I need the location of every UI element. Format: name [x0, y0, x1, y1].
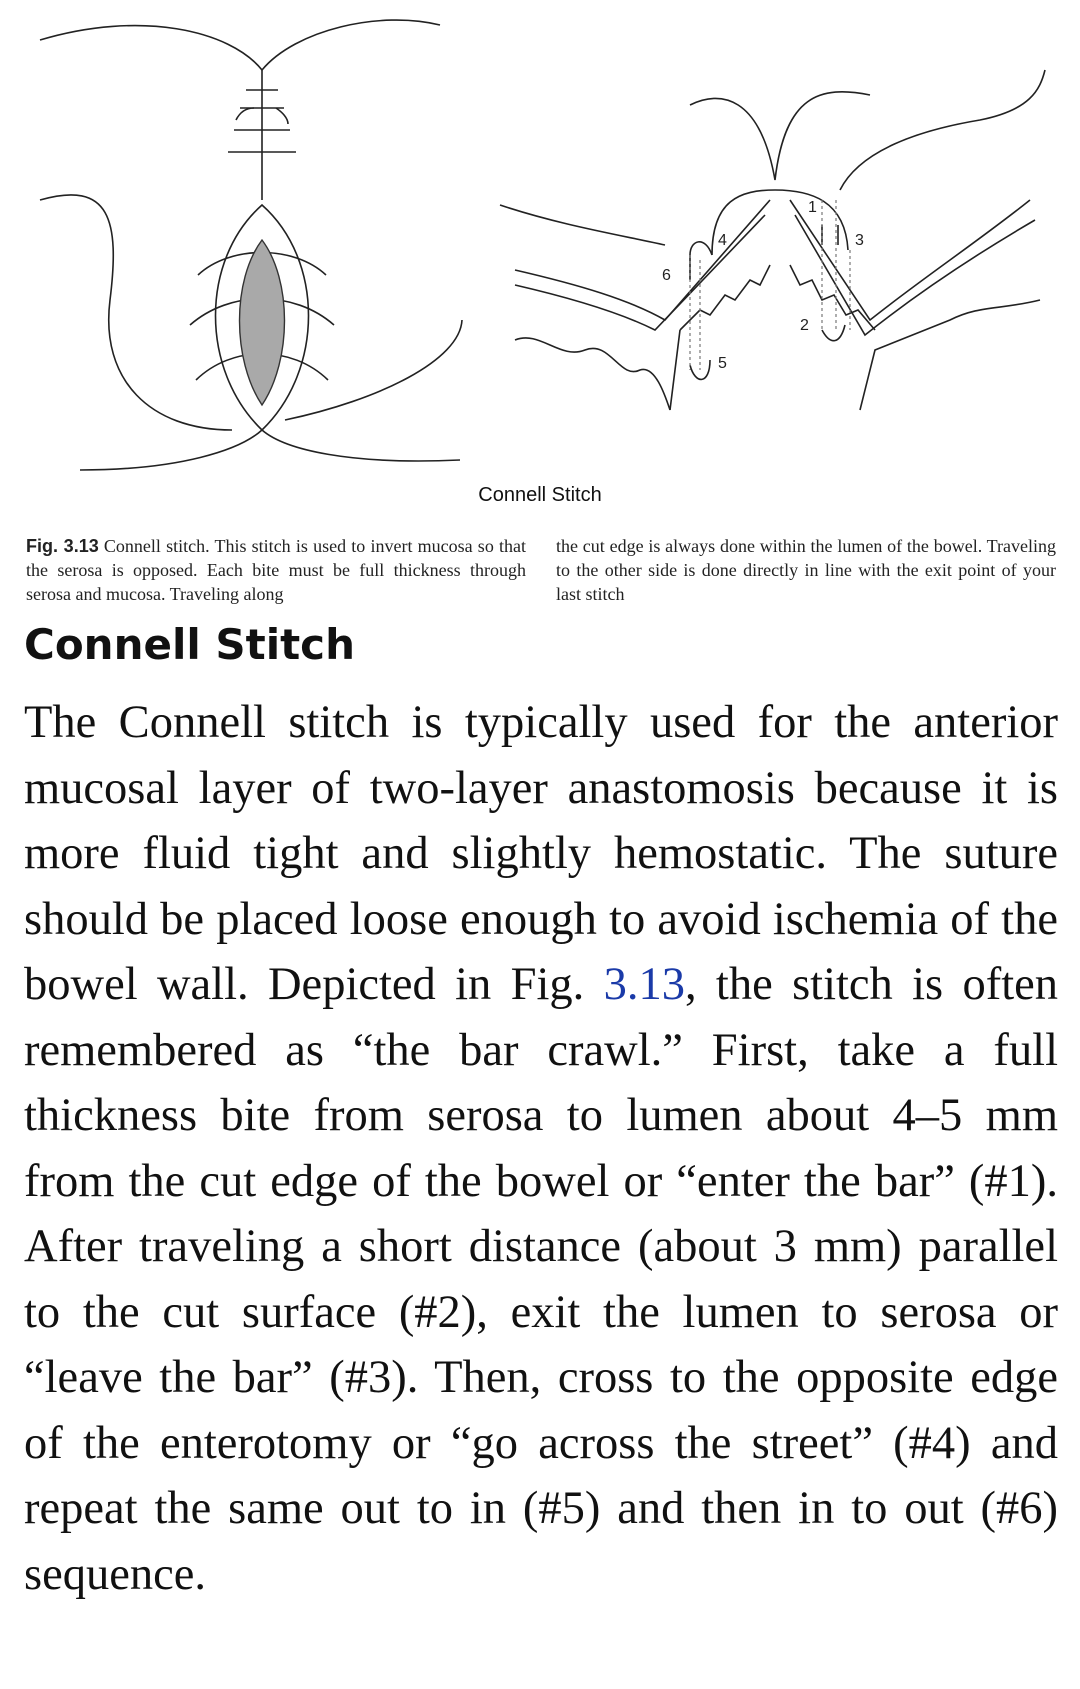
step-label-3: 3: [855, 232, 864, 249]
caption-left-text: Connell stitch. This stitch is used to invert mucosa so that the serosa is opposed. Each bite must be full thickness through serosa and mucosa. Traveling along: [26, 536, 527, 604]
step-label-1: 1: [808, 199, 817, 216]
caption-left-column: [26, 534, 526, 606]
body-paragraph: [24, 690, 1058, 1607]
mucosa-shaded-area: [240, 240, 285, 405]
figure-caption: [26, 534, 1056, 606]
figure-connell-stitch: [0, 0, 1080, 520]
body-text-part2: , the stitch is often remembered as “the bar crawl.” First, take a full thickness bite from serosa to lumen about 4–5 mm from the cut edge of the bowel or “enter the bar” (#1). After traveling a short distance (about 3 mm) parallel to the cut surface (#2), exit the lumen to serosa or “leave the bar” (#3). Then, cross to the opposite edge of the enterotomy or “go across the street” (#4) and repeat the same out to in (#5) and then in to out (#6) sequence.: [24, 959, 1059, 1600]
left-enterotomy-drawing: [40, 20, 462, 470]
step-label-6: 6: [662, 267, 671, 284]
figure-reference-link[interactable]: 3.13: [603, 959, 685, 1010]
step-label-5: 5: [718, 355, 727, 372]
caption-right-column: the cut edge is always done within the lumen of the bowel. Traveling to the other side is done directly in line with the exit point of your last stitch: [556, 536, 1056, 604]
figure-title: Connell Stitch: [478, 484, 602, 506]
caption-figure-label: Fig. 3.13: [26, 536, 99, 556]
needle-track-lines: [690, 200, 850, 370]
step-label-4: 4: [718, 232, 727, 249]
right-cross-section-drawing: [500, 70, 1045, 410]
connell-stitch-illustration: [0, 0, 1080, 480]
section-heading: Connell Stitch: [24, 620, 355, 669]
step-label-2: 2: [800, 317, 809, 334]
body-text-part1: The Connell stitch is typically used for the anterior mucosal layer of two-layer anastomosis because it is more fluid tight and slightly hemostatic. The suture should be placed loose enough to avoid ischemia of the bowel wall. Depicted in Fig.: [24, 697, 1058, 1010]
